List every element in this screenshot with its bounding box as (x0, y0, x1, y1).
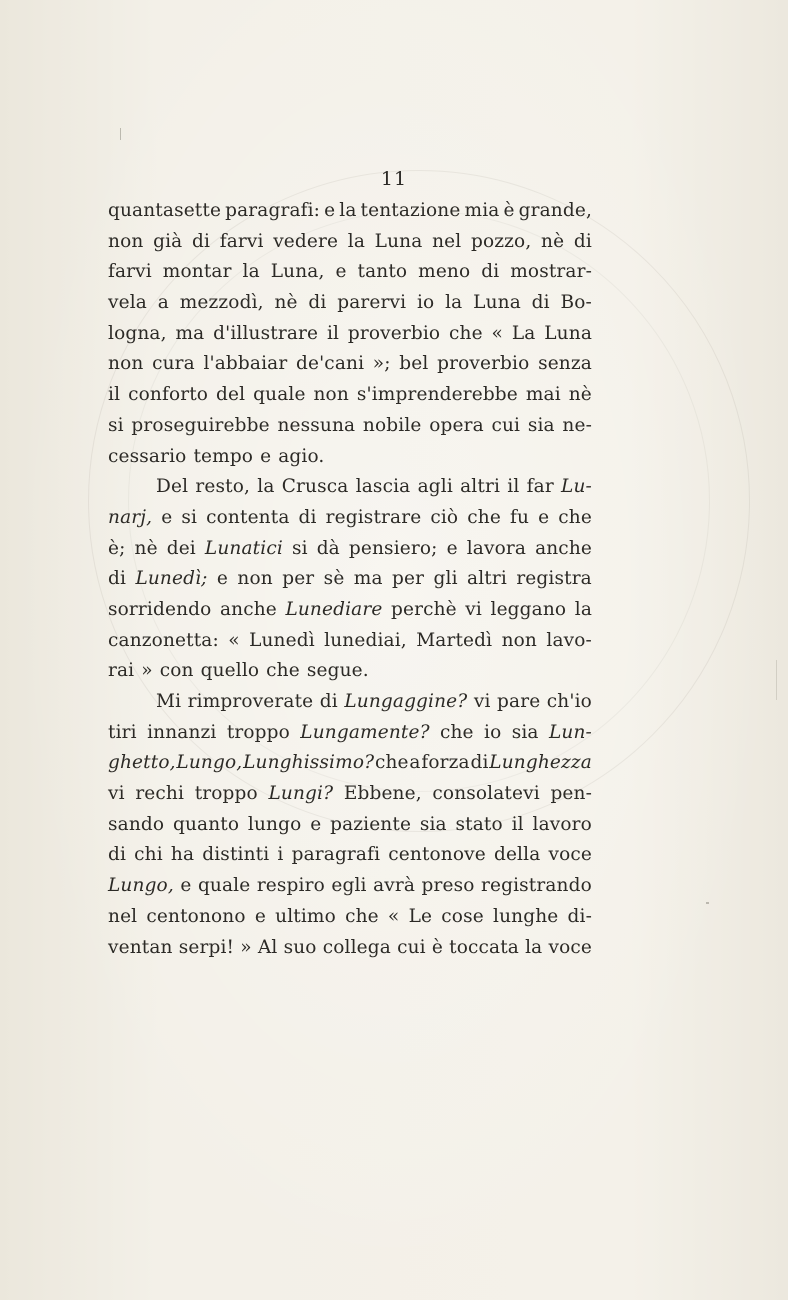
text-line (108, 196, 592, 227)
word: Lungamente? (300, 721, 430, 743)
word: la (445, 292, 463, 314)
word: sando (108, 813, 165, 835)
word: vi (473, 691, 491, 712)
word: e (260, 445, 272, 467)
word: è; (108, 537, 126, 559)
paper-speck (706, 902, 709, 904)
word: ventan (108, 936, 173, 958)
word: rimproverate (187, 691, 314, 712)
word: Luna, (270, 261, 325, 283)
word: vi (465, 598, 482, 620)
paper-speck (120, 128, 121, 140)
word: vedere (273, 230, 339, 252)
word: innanzi (147, 721, 217, 743)
word: Lungi? (268, 783, 334, 805)
word: farvi (219, 230, 264, 252)
word: cose (441, 905, 484, 927)
word: pare (497, 691, 541, 712)
text-line (108, 656, 592, 687)
word: consolatevi (432, 783, 540, 805)
word: chi (134, 844, 163, 866)
word: dei (166, 537, 196, 559)
word: di (108, 844, 127, 866)
word: ma (175, 322, 205, 344)
page-edge-mark (776, 660, 777, 700)
text-line (108, 564, 592, 595)
text-line (108, 472, 592, 503)
word: e (335, 261, 347, 283)
word: mai (525, 384, 561, 406)
word: che (374, 752, 409, 774)
word: non (108, 353, 144, 375)
word: è (431, 936, 443, 958)
word: ciò (430, 506, 459, 528)
word: la (339, 200, 357, 221)
word: Luna (473, 292, 521, 314)
text-line (108, 380, 592, 411)
text-line (108, 319, 592, 350)
word: e (161, 506, 173, 528)
word: preso (421, 875, 475, 897)
word: logna, (108, 322, 167, 344)
text-line (108, 902, 592, 933)
word: proverbio (347, 322, 441, 344)
word: cura (152, 353, 195, 375)
word: a (157, 292, 169, 314)
word: d'illustrare (213, 322, 319, 344)
word: Crusca (281, 476, 349, 498)
word: ghetto, (108, 752, 176, 774)
word: voce (548, 936, 592, 958)
word: il (108, 384, 121, 406)
word: La (511, 322, 536, 344)
word: si (108, 414, 124, 436)
word: paziente (330, 813, 412, 835)
word: canzonetta: (108, 629, 219, 651)
word: nobile (362, 414, 422, 436)
word: centonono (146, 905, 246, 927)
word: » (240, 936, 252, 958)
word: per (282, 568, 315, 590)
word: la (257, 476, 275, 498)
word: io (416, 292, 435, 314)
word: agli (417, 476, 453, 498)
word: di (481, 261, 500, 283)
word: altri (467, 568, 507, 590)
word: senza (538, 353, 592, 375)
word: tiri (108, 721, 137, 743)
word: parervi (337, 292, 407, 314)
word: avrà (373, 875, 416, 897)
word: la (525, 936, 543, 958)
word: lavora (466, 537, 527, 559)
word: il (507, 476, 520, 498)
word: sorridendo (108, 598, 212, 620)
word: Lun- (548, 721, 592, 743)
word: di (298, 506, 317, 528)
word: la (242, 261, 260, 283)
word: di- (567, 905, 592, 927)
word: respiro (256, 875, 325, 897)
text-line (108, 779, 592, 810)
word: Lungaggine? (344, 691, 468, 712)
word: lunediai, (324, 629, 407, 651)
word: ha (170, 844, 195, 866)
text-line (108, 534, 592, 565)
word: lascia (355, 476, 411, 498)
word: registrare (325, 506, 422, 528)
word: di (470, 752, 489, 774)
word: paragrafi: (225, 200, 321, 221)
word: « (491, 322, 503, 344)
word: che (345, 905, 379, 927)
word: quantasette (108, 200, 222, 221)
word: che (439, 721, 474, 743)
word: il (326, 322, 340, 344)
word: Bo- (560, 292, 592, 314)
word: bel (399, 353, 429, 375)
word: già (153, 230, 183, 252)
word: « (228, 629, 240, 651)
text-line (108, 595, 592, 626)
word: pen- (550, 783, 592, 805)
text-line (108, 687, 592, 718)
word: anche (535, 537, 592, 559)
word: sia (419, 813, 447, 835)
word: Lunedì (249, 629, 315, 651)
word: pensiero; (348, 537, 438, 559)
word: di (531, 292, 550, 314)
word: sia (511, 721, 539, 743)
word: Lunatici (204, 537, 283, 559)
word: ch'io (546, 691, 592, 712)
word: proseguirebbe (131, 414, 270, 436)
word: segue. (306, 660, 369, 682)
word: cui (491, 414, 521, 436)
word: contenta (206, 506, 290, 528)
word: Ebbene, (343, 783, 422, 805)
word: Luna (544, 322, 592, 344)
word: opera (429, 414, 484, 436)
word: l'abbaiar (203, 353, 288, 375)
word: Luna (374, 230, 423, 252)
text-line (108, 871, 592, 902)
word: nel (432, 230, 462, 252)
word: Lungo, (176, 752, 243, 774)
word: dà (316, 537, 340, 559)
word: della (493, 844, 541, 866)
word: quanto (172, 813, 240, 835)
word: agio. (278, 445, 325, 467)
word: nè (568, 384, 592, 406)
word: e (180, 875, 192, 897)
word: tempo (193, 445, 254, 467)
word: sè (323, 568, 345, 590)
word: non (108, 230, 144, 252)
word: che (266, 660, 300, 682)
word: vela (108, 292, 147, 314)
text-line (108, 257, 592, 288)
word: serpi! (178, 936, 235, 958)
word: a (409, 752, 421, 774)
word: quello (200, 660, 260, 682)
word: farvi (108, 261, 152, 283)
word: non (313, 384, 349, 406)
word: stato (455, 813, 503, 835)
word: anche (219, 598, 277, 620)
word: nessuna (277, 414, 356, 436)
word: ultimo (275, 905, 336, 927)
word: Del (156, 476, 189, 498)
word: »; (372, 353, 391, 375)
word: per (392, 568, 425, 590)
word: quale (253, 384, 306, 406)
word: rechi (135, 783, 185, 805)
word: è (503, 200, 515, 221)
word: egli (331, 875, 367, 897)
word: e (310, 813, 322, 835)
text-line (108, 626, 592, 657)
word: troppo (226, 721, 290, 743)
word: tentazione (360, 200, 461, 221)
word: » (141, 660, 153, 682)
word: la (574, 598, 592, 620)
text-line (108, 227, 592, 258)
word: di (573, 230, 592, 252)
word: nè (274, 292, 298, 314)
text-line (108, 718, 592, 749)
word: registrando (481, 875, 592, 897)
word: s'imprenderebbe (356, 384, 518, 406)
word: e (538, 506, 550, 528)
word: gli (433, 568, 458, 590)
word: nè (134, 537, 158, 559)
text-line (108, 503, 592, 534)
word: toccata (449, 936, 519, 958)
word: cui (397, 936, 426, 958)
word: cessario (108, 445, 187, 467)
word: pozzo, (470, 230, 532, 252)
word: conforto (128, 384, 209, 406)
word: e (254, 905, 266, 927)
text-line (108, 840, 592, 871)
word: non (237, 568, 273, 590)
word: con (159, 660, 194, 682)
word: lungo (247, 813, 302, 835)
word: centonove (388, 844, 486, 866)
word: Lu- (561, 476, 592, 498)
word: mostrar- (510, 261, 592, 283)
word: del (216, 384, 246, 406)
word: mia (464, 200, 500, 221)
word: proverbio (437, 353, 530, 375)
word: di (108, 568, 127, 590)
text-line (108, 810, 592, 841)
word: narj, (108, 506, 153, 528)
text-line (108, 411, 592, 442)
word: la (347, 230, 365, 252)
word: voce (548, 844, 592, 866)
word: non (501, 629, 537, 651)
word: montar (162, 261, 232, 283)
word: « (387, 905, 400, 927)
body-text (108, 196, 592, 963)
word: lavo- (546, 629, 592, 651)
word: i (277, 844, 284, 866)
text-line (108, 748, 592, 779)
word: che (467, 506, 501, 528)
word: forza (421, 752, 470, 774)
word: leggano (490, 598, 567, 620)
word: lavoro (532, 813, 592, 835)
word: altri (460, 476, 501, 498)
word: de'cani (295, 353, 365, 375)
word: io (484, 721, 502, 743)
word: distinti (202, 844, 270, 866)
word: Lunedì; (135, 568, 208, 590)
word: Lungo, (108, 875, 174, 897)
word: ma (353, 568, 383, 590)
word: che (449, 322, 483, 344)
word: vi (108, 783, 125, 805)
word: resto, (195, 476, 251, 498)
word: perchè (390, 598, 457, 620)
word: e (446, 537, 458, 559)
word: paragrafi (291, 844, 381, 866)
word: sia (527, 414, 555, 436)
word: Al (257, 936, 278, 958)
word: rai (108, 660, 135, 682)
word: registra (516, 568, 592, 590)
word: Lunghissimo? (243, 752, 375, 774)
word: nè (541, 230, 565, 252)
word: si (181, 506, 198, 528)
word: nel (108, 905, 138, 927)
word: di (191, 230, 211, 252)
word: e (216, 568, 229, 590)
word: Martedì (416, 629, 493, 651)
word: Lunediare (285, 598, 383, 620)
word: suo (283, 936, 317, 958)
text-line (108, 933, 592, 964)
word: di (319, 691, 338, 712)
word: fu (510, 506, 530, 528)
page-number: 11 (380, 168, 408, 190)
word: collega (322, 936, 391, 958)
word: che (558, 506, 592, 528)
word: ne- (562, 414, 592, 436)
word: Le (408, 905, 433, 927)
word: grande, (518, 200, 592, 221)
word: il (511, 813, 524, 835)
word: far (526, 476, 554, 498)
text-line (108, 349, 592, 380)
word: di (308, 292, 327, 314)
word: Lunghezza (489, 752, 592, 774)
word: tanto (357, 261, 408, 283)
text-line (108, 288, 592, 319)
word: troppo (194, 783, 258, 805)
word: mezzodì, (179, 292, 264, 314)
word: si (291, 537, 308, 559)
word: lunghe (493, 905, 559, 927)
word: Mi (156, 691, 182, 712)
word: meno (418, 261, 471, 283)
word: e (324, 200, 336, 221)
word: quale (197, 875, 251, 897)
text-line (108, 442, 592, 473)
